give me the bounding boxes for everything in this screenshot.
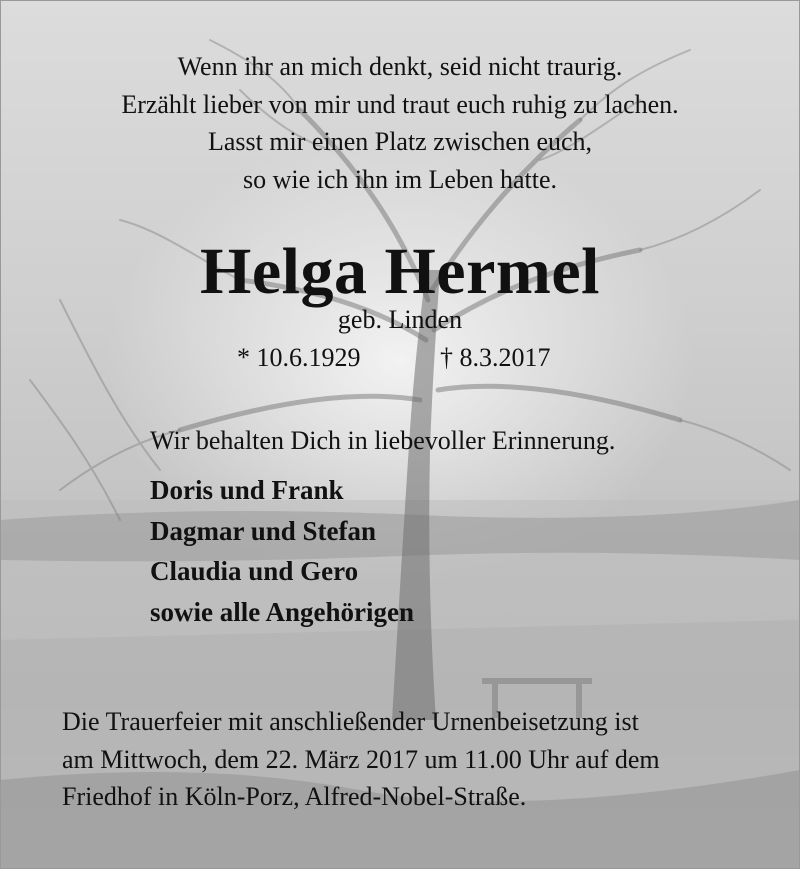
- mourner-entry: Doris und Frank: [150, 475, 344, 505]
- funeral-info-line: Die Trauerfeier mit anschließender Urnenbeisetzung ist: [62, 707, 639, 736]
- verse-line: Wenn ihr an mich denkt, seid nicht traurig.: [177, 52, 623, 81]
- funeral-info-line: Friedhof in Köln-Porz, Alfred-Nobel-Straße.: [62, 782, 527, 811]
- memorial-verse: [0, 48, 800, 198]
- death-date: † 8.3.2017: [440, 343, 551, 372]
- mourner-entry: Dagmar und Stefan: [150, 515, 377, 546]
- mourner-entry: sowie alle Angehörigen: [150, 596, 414, 627]
- funeral-info-line: am Mittwoch, dem 22. März 2017 um 11.00 Uhr auf dem: [62, 744, 660, 774]
- funeral-info: [62, 703, 660, 816]
- mourner-entry: Claudia und Gero: [150, 556, 359, 586]
- verse-line: Erzählt lieber von mir und traut euch ruhig zu lachen.: [121, 89, 679, 119]
- verse-line: Lasst mir einen Platz zwischen euch,: [207, 127, 593, 156]
- deceased-name: Helga Hermel: [199, 235, 600, 308]
- verse-line: so wie ich ihn im Leben hatte.: [242, 164, 558, 194]
- remembrance-line: Wir behalten Dich in liebevoller Erinnerung.: [150, 426, 616, 455]
- mourners-list: [150, 470, 414, 632]
- birth-date: * 10.6.1929: [237, 343, 361, 372]
- maiden-name: geb. Linden: [337, 305, 463, 334]
